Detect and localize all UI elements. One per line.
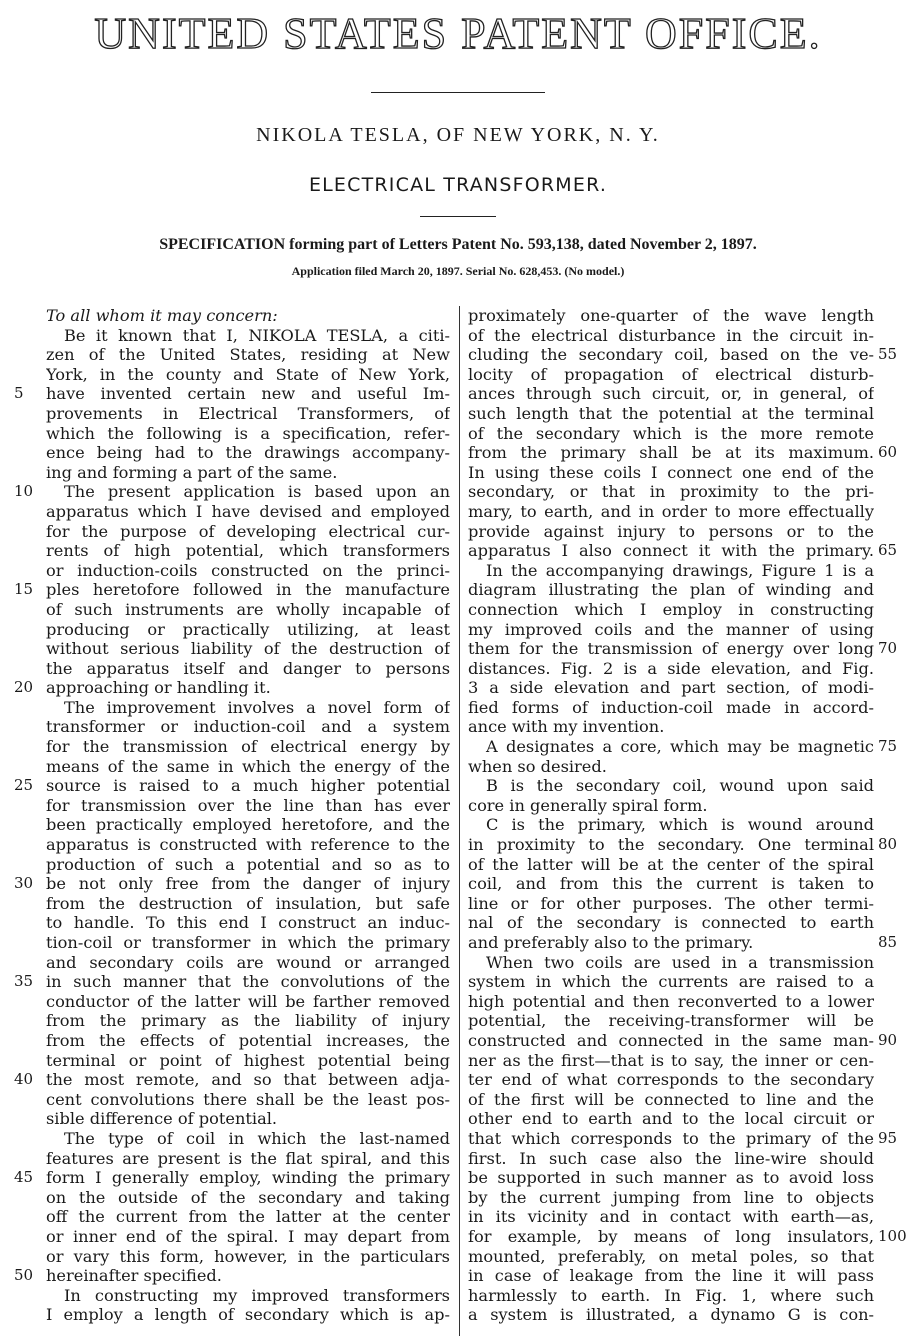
text-line: in proximity to the secondary. One terminal <box>468 835 874 855</box>
text-line: ples heretofore followed in the manufacture <box>46 580 450 600</box>
text-line: A designates a core, which may be magnetic <box>486 737 874 757</box>
text-line: producing or practically utilizing, at least <box>46 619 450 639</box>
text-line: from the destruction of insulation, but safe <box>46 893 450 913</box>
line-number: 85 <box>878 933 898 952</box>
text-line: constructed and connected in the same man- <box>468 1030 874 1050</box>
text-line: approaching or handling it. <box>46 678 271 698</box>
text-line: apparatus which I have devised and employed <box>46 501 450 521</box>
text-line: or vary this form, however, in the particulars <box>46 1246 450 1266</box>
text-line: on the outside of the secondary and taking <box>46 1187 450 1207</box>
text-line: ance with my invention. <box>468 717 665 737</box>
text-line: them for the transmission of energy over long <box>468 639 874 659</box>
text-line: cluding the secondary coil, based on the ve- <box>468 345 874 365</box>
text-line: fied forms of induction-coil made in accord- <box>468 697 874 717</box>
text-line: which the following is a specification, refer- <box>46 423 450 443</box>
text-line: Be it known that I, NIKOLA TESLA, a citi- <box>64 325 450 345</box>
text-line: from the primary as the liability of injury <box>46 1011 450 1031</box>
column-divider <box>459 306 460 1336</box>
line-number: 10 <box>14 482 34 501</box>
text-line: a system is illustrated, a dynamo G is con- <box>468 1305 874 1325</box>
text-line: or induction-coils constructed on the princi- <box>46 560 450 580</box>
text-line: of the secondary which is the more remote <box>468 423 874 443</box>
text-line: core in generally spiral form. <box>468 795 708 815</box>
text-line: tion-coil or transformer in which the primary <box>46 933 450 952</box>
line-number: 40 <box>14 1070 34 1089</box>
text-line: 3 a side elevation and part section, of modi- <box>468 678 874 698</box>
text-line: form I generally employ, winding the primary <box>46 1168 450 1188</box>
line-number: 5 <box>14 384 24 403</box>
text-line: been practically employed heretofore, and the <box>46 815 450 835</box>
text-line: connection which I employ in constructing <box>468 599 874 619</box>
text-line: apparatus is constructed with reference to the <box>46 835 450 855</box>
text-line: high potential and then reconverted to a lower <box>468 991 874 1011</box>
text-line: In the accompanying drawings, Figure 1 is a <box>486 560 874 580</box>
text-line: mounted, preferably, on metal poles, so that <box>468 1246 874 1266</box>
text-line: sible difference of potential. <box>46 1109 278 1129</box>
right-text-column <box>468 306 874 1325</box>
specification-line: SPECIFICATION forming part of Letters Patent No. 593,138, dated November 2, 1897. <box>159 236 757 253</box>
text-line: the most remote, and so that between adja- <box>46 1070 450 1090</box>
line-number: 60 <box>878 443 898 462</box>
text-line: the apparatus itself and danger to persons <box>46 658 450 678</box>
text-line: cent convolutions there shall be the least pos- <box>46 1089 450 1109</box>
text-line: coil, and from this the current is taken to <box>468 874 874 894</box>
text-line: for transmission over the line than has ever <box>46 795 450 815</box>
text-line: production of such a potential and so as to <box>46 854 450 874</box>
text-line: I employ a length of secondary which is ap- <box>46 1305 450 1325</box>
text-line: conductor of the latter will be farther removed <box>46 991 450 1011</box>
line-number: 25 <box>14 776 34 795</box>
line-number: 70 <box>878 639 898 658</box>
text-line: transformer or induction-coil and a system <box>46 717 450 737</box>
text-line: distances. Fig. 2 is a side elevation, and Fig. <box>468 658 874 678</box>
text-line: or inner end of the spiral. I may depart from <box>46 1226 450 1246</box>
line-number: 75 <box>878 737 898 756</box>
text-line: provements in Electrical Transformers, of <box>46 403 450 423</box>
text-line: ances through such circuit, or, in general, of <box>468 384 874 404</box>
office-title: UNITED STATES PATENT OFFICE. <box>94 9 822 58</box>
text-line: my improved coils and the manner of using <box>468 619 874 639</box>
text-line: system in which the currents are raised to a <box>468 972 874 992</box>
text-line: ing and forming a part of the same. <box>46 462 338 482</box>
header-divider-rule <box>371 92 545 93</box>
line-number: 80 <box>878 835 898 854</box>
text-line: for the purpose of developing electrical cur- <box>46 521 450 541</box>
text-line: of such instruments are wholly incapable of <box>46 599 450 619</box>
text-line: in such manner that the convolutions of the <box>46 972 450 992</box>
text-line: and preferably also to the primary. <box>468 933 754 952</box>
text-line: of the latter will be at the center of the spiral <box>468 854 874 874</box>
text-line: first. In such case also the line-wire should <box>468 1148 874 1168</box>
text-line: ence being had to the drawings accompany- <box>46 443 450 463</box>
text-line: have invented certain new and useful Im- <box>46 384 450 404</box>
text-line: B is the secondary coil, wound upon said <box>486 776 874 796</box>
line-number: 100 <box>878 1227 907 1246</box>
text-line: to handle. To this end I construct an induc- <box>46 913 450 933</box>
text-line: ter end of what corresponds to the secondary <box>468 1070 874 1090</box>
text-line: from the effects of potential increases, the <box>46 1030 450 1050</box>
text-line: zen of the United States, residing at New <box>46 345 450 365</box>
inventor-line: NIKOLA TESLA, OF NEW YORK, N. Y. <box>256 124 660 146</box>
text-line: when so desired. <box>468 756 607 776</box>
line-number: 55 <box>878 345 898 364</box>
text-line: in its vicinity and in contact with earth—as, <box>468 1207 874 1227</box>
text-line: features are present is the flat spiral, and this <box>46 1148 450 1168</box>
text-line: be supported in such manner as to avoid loss <box>468 1168 874 1188</box>
text-line: for example, by means of long insulators, <box>468 1226 874 1246</box>
text-line: The type of coil in which the last-named <box>64 1128 450 1148</box>
text-line: When two coils are used in a transmission <box>486 952 874 972</box>
text-line: C is the primary, which is wound around <box>486 815 874 835</box>
title-divider-rule <box>420 216 496 217</box>
line-number: 20 <box>14 678 34 697</box>
text-line: by the current jumping from line to objects <box>468 1187 874 1207</box>
line-number: 30 <box>14 874 34 893</box>
line-number: 15 <box>14 580 34 599</box>
text-line: and secondary coils are wound or arranged <box>46 952 450 972</box>
text-line: other end to earth and to the local circuit or <box>468 1109 874 1129</box>
text-line: The improvement involves a novel form of <box>64 697 450 717</box>
line-number: 95 <box>878 1129 898 1148</box>
text-line: In constructing my improved transformers <box>64 1285 450 1305</box>
line-number: 90 <box>878 1031 898 1050</box>
text-line: without serious liability of the destruction of <box>46 639 450 659</box>
text-line: of the first will be connected to line and the <box>468 1089 874 1109</box>
text-line: potential, the receiving-transformer will be <box>468 1011 874 1031</box>
text-line: The present application is based upon an <box>64 482 450 502</box>
text-line: apparatus I also connect it with the primary. <box>468 541 874 561</box>
text-line: To all whom it may concern: <box>46 306 278 325</box>
text-line: mary, to earth, and in order to more effectually <box>468 501 874 521</box>
text-line: for the transmission of electrical energy by <box>46 737 450 757</box>
text-line: ner as the first—that is to say, the inner or cen- <box>468 1050 874 1070</box>
text-line: off the current from the latter at the center <box>46 1207 450 1227</box>
line-number: 50 <box>14 1266 34 1285</box>
line-number: 35 <box>14 972 34 991</box>
text-line: terminal or point of highest potential being <box>46 1050 450 1070</box>
text-line: nal of the secondary is connected to earth <box>468 913 874 933</box>
line-number: 65 <box>878 541 898 560</box>
text-line: provide against injury to persons or to the <box>468 521 874 541</box>
text-line: locity of propagation of electrical disturb- <box>468 364 874 384</box>
text-line: in case of leakage from the line it will pass <box>468 1266 874 1286</box>
text-line: that which corresponds to the primary of the <box>468 1128 874 1148</box>
text-line: line or for other purposes. The other termi- <box>468 893 874 913</box>
text-line: harmlessly to earth. In Fig. 1, where such <box>468 1285 874 1305</box>
text-line: be not only free from the danger of injury <box>46 874 450 894</box>
text-line: York, in the county and State of New York, <box>46 364 450 384</box>
text-line: secondary, or that in proximity to the pri- <box>468 482 874 502</box>
left-text-column <box>46 306 450 1325</box>
line-number: 45 <box>14 1168 34 1187</box>
text-line: of the electrical disturbance in the circuit in- <box>468 325 874 345</box>
text-line: source is raised to a much higher potential <box>46 776 450 796</box>
text-line: from the primary shall be at its maximum. <box>468 443 874 463</box>
text-line: In using these coils I connect one end of the <box>468 462 874 482</box>
text-line: such length that the potential at the terminal <box>468 403 874 423</box>
text-line: hereinafter specified. <box>46 1266 222 1286</box>
text-line: means of the same in which the energy of the <box>46 756 450 776</box>
text-line: proximately one-quarter of the wave length <box>468 306 874 325</box>
text-line: rents of high potential, which transformers <box>46 541 450 561</box>
invention-title: ELECTRICAL TRANSFORMER. <box>308 174 608 196</box>
text-line: diagram illustrating the plan of winding and <box>468 580 874 600</box>
application-line: Application filed March 20, 1897. Serial No. 628,453. (No model.) <box>291 264 625 278</box>
